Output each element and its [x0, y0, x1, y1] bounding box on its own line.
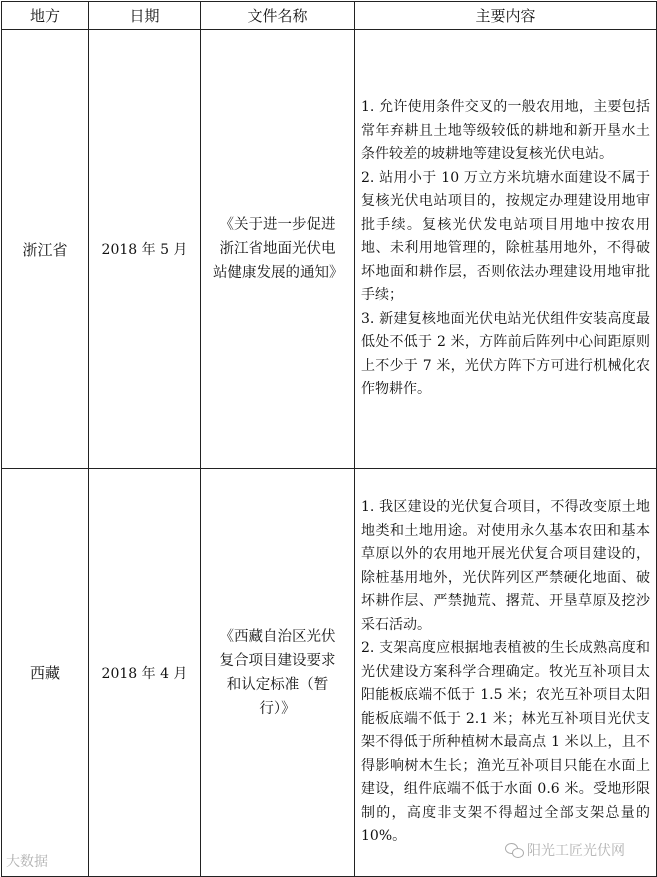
content-item: 3. 新建复核地面光伏电站光伏组件安装高度最低处不低于 2 米，方阵前后阵列中心间距原则上不少于 7 米，光伏方阵下方可进行机械化农作物耕作。	[361, 310, 650, 398]
region-cell: 西藏	[2, 469, 89, 877]
content-item: 2. 支架高度应根据地表植被的生长成熟高度和光伏建设方案科学合理确定。牧光互补项目太阳能板底端不低于 1.5 米；农光互补项目太阳能板底端不低于 2.1 米；林光互补项目光伏支架不得低于所种植树木最高点 1 米以上，且不得影响树木生长；渔光互补项目只能在水面上建设，组件底端不低于水面 0.6 米。受地形限制的，高度非支架不得超过全部支架总量的 10%。	[361, 640, 650, 845]
document-title-cell: 《西藏自治区光伏复合项目建设要求和认定标准（暂行）》	[201, 469, 355, 877]
header-date: 日期	[89, 2, 201, 30]
document-title-cell: 《关于进一步促进浙江省地面光伏电站健康发展的通知》	[201, 30, 355, 469]
watermark-right	[505, 840, 625, 860]
content-item: 1. 允许使用条件交叉的一般农用地，主要包括常年弃耕且土地等级较低的耕地和新开垦水土条件较差的坡耕地等建设复核光伏电站。	[361, 99, 650, 163]
table-header-row	[2, 2, 657, 30]
watermark-right-text: 阳光工匠光伏网	[527, 843, 625, 859]
content-item: 1. 我区建设的光伏复合项目，不得改变原土地地类和土地用途。对使用永久基本农田和基本草原以外的农用地开展光伏复合项目建设的，除桩基用地外，光伏阵列区严禁硬化地面、破坏耕作层、严禁抛荒、撂荒、开垦草原及挖沙采石活动。	[361, 499, 650, 633]
watermark-left-text: 大数据	[6, 854, 48, 870]
date-cell: 2018 年 5 月	[89, 30, 201, 469]
header-document: 文件名称	[201, 2, 355, 30]
content-item: 2. 站用小于 10 万立方米坑塘水面建设不属于复核光伏电站项目的，按规定办理建设用地审批手续。复核光伏发电站项目用地中按农用地、未利用地管理的，除桩基用地外，不得破坏地面和耕作层，否则依法办理建设用地审批手续；	[361, 169, 650, 304]
region-cell: 浙江省	[2, 30, 89, 469]
watermark-left	[6, 851, 48, 871]
content-cell	[355, 469, 657, 877]
table-row	[2, 469, 657, 877]
policy-table	[1, 1, 657, 877]
wechat-icon	[505, 843, 523, 857]
header-content: 主要内容	[355, 2, 657, 30]
header-region: 地方	[2, 2, 89, 30]
content-cell	[355, 30, 657, 469]
date-cell: 2018 年 4 月	[89, 469, 201, 877]
table-row	[2, 30, 657, 469]
